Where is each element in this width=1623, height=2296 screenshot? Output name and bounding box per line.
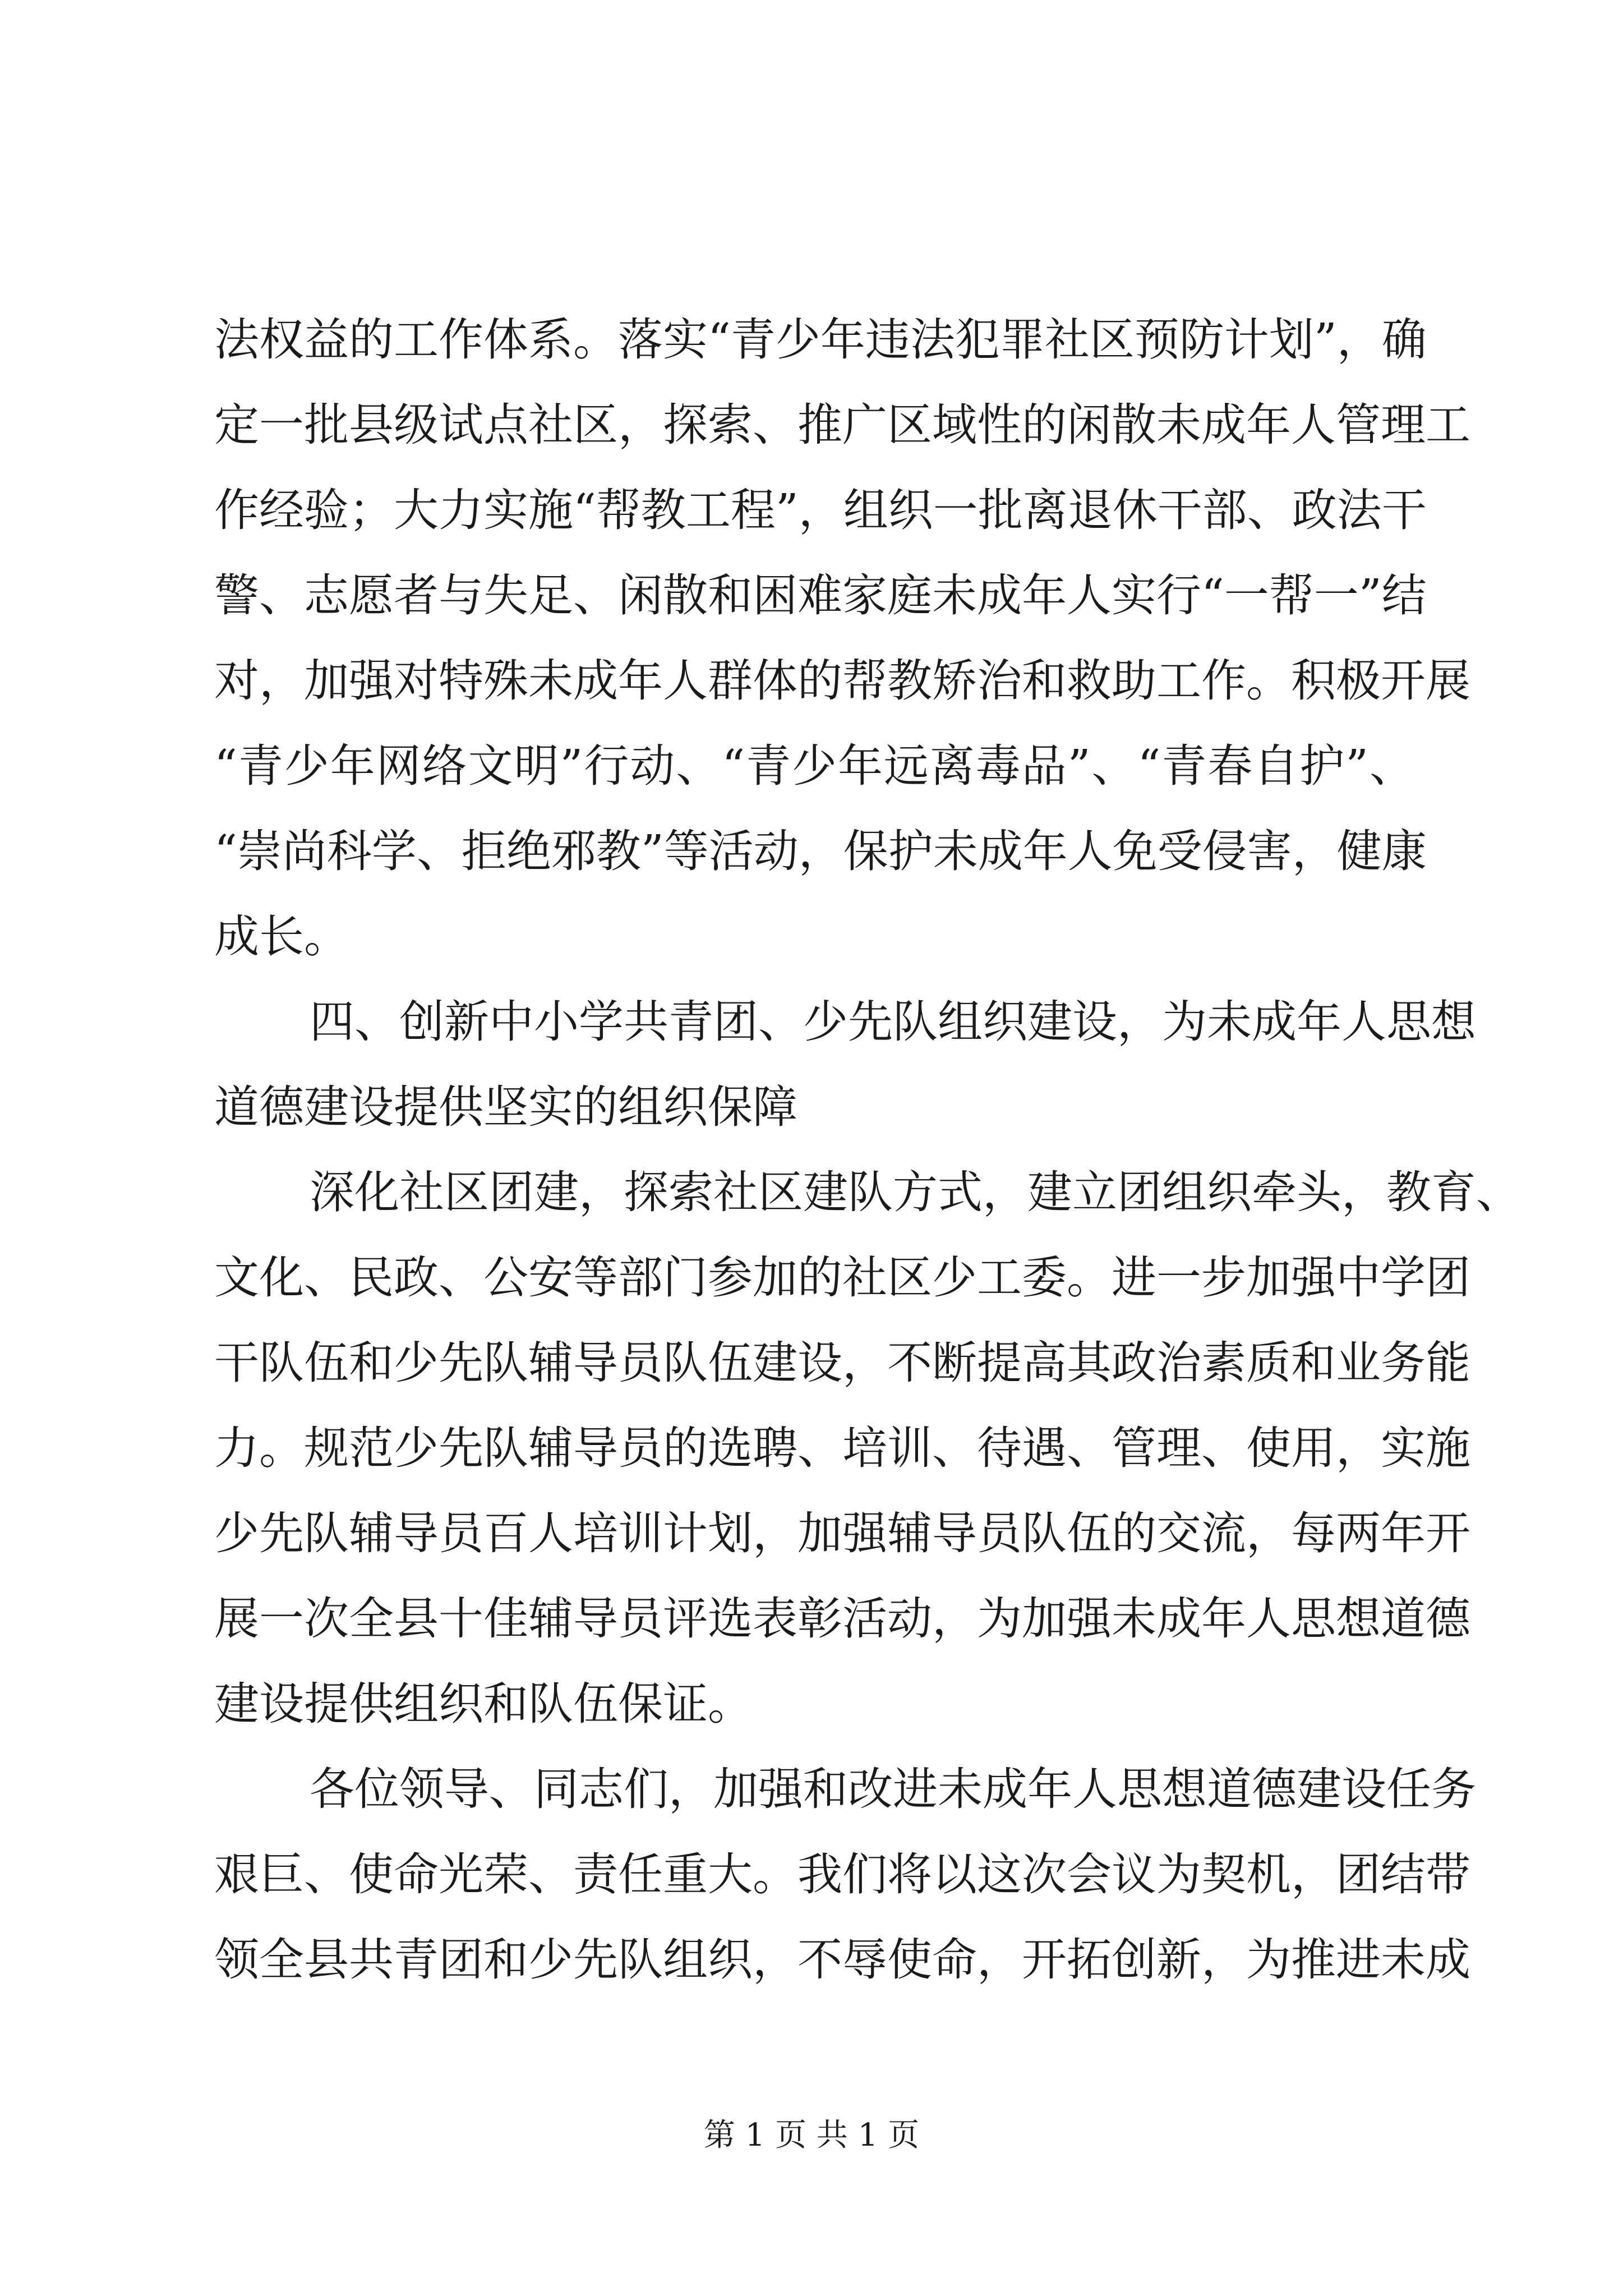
text-line: 展一次全县十佳辅导员评选表彰活动，为加强未成年人思想道德 [214,1593,1470,1645]
section-heading [214,979,1476,1150]
text-line: 对，加强对特殊未成年人群体的帮教矫治和救助工作。积极开展 [214,655,1470,707]
text-line: 四、创新中小学共青团、少先队组织建设，为未成年人思想 [310,996,1476,1048]
text-line: 建设提供组织和队伍保证。 [214,1678,753,1730]
text-line: 作经验；大力实施“帮教工程”，组织一批离退休干部、政法干 [214,484,1427,536]
text-line: 法权益的工作体系。落实“青少年违法犯罪社区预防计划”，确 [214,314,1427,366]
text-line: 艰巨、使命光荣、责任重大。我们将以这次会议为契机，团结带 [214,1848,1470,1901]
text-line: 道德建设提供坚实的组织保障 [214,1081,797,1133]
paragraph-4 [214,1747,1476,2003]
text-line: 定一批县级试点社区，探索、推广区域性的闲散未成年人管理工 [214,399,1470,451]
text-line: 警、志愿者与失足、闲散和困难家庭未成年人实行“一帮一”结 [214,569,1427,622]
text-line: 领全县共青团和少先队组织，不辱使命，开拓创新，为推进未成 [214,1934,1470,1986]
text-line: 成长。 [214,910,349,963]
text-line: 少先队辅导员百人培训计划，加强辅导员队伍的交流，每两年开 [214,1507,1470,1559]
paragraph-3 [214,1150,1521,1747]
text-line: 力。规范少先队辅导员的选聘、培训、待遇、管理、使用，实施 [214,1422,1470,1474]
text-line: 文化、民政、公安等部门参加的社区少工委。进一步加强中学团 [214,1251,1470,1304]
page-footer: 第 1 页 共 1 页 [703,2117,920,2154]
text-line: 干队伍和少先队辅导员队伍建设，不断提高其政治素质和业务能 [214,1337,1470,1389]
text-line: “青少年网络文明”行动、“青少年远离毒品”、“青春自护”、 [214,740,1414,792]
paragraph-1 [214,297,1470,979]
document-body [214,297,1521,2003]
text-line: 深化社区团建，探索社区建队方式，建立团组织牵头，教育、 [310,1166,1521,1218]
text-line: “崇尚科学、拒绝邪教”等活动，保护未成年人免受侵害，健康 [214,825,1427,877]
text-line: 各位领导、同志们，加强和改进未成年人思想道德建设任务 [310,1763,1476,1815]
